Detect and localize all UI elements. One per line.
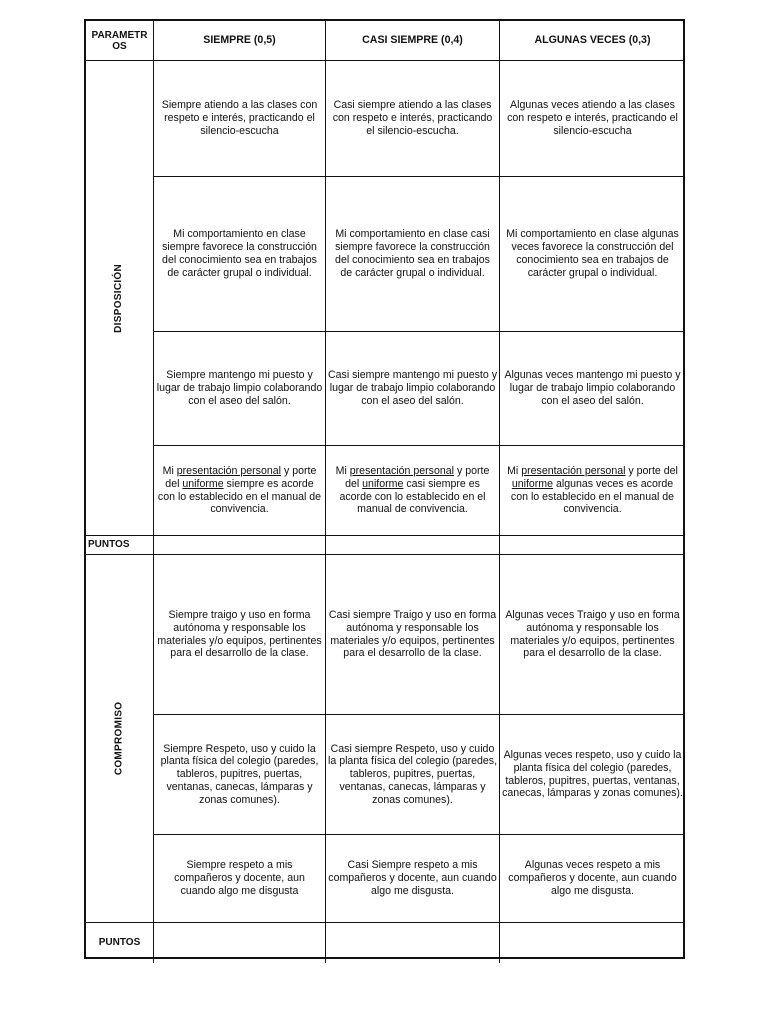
underlined-term: uniforme — [362, 477, 404, 490]
criterion-cell: Casi Siempre respeto a mis compañeros y docente, aun cuando algo me disgusta. — [326, 835, 500, 923]
puntos-cell — [500, 923, 685, 963]
criterion-cell: Algunas veces atiendo a las clases con respeto e interés, practicando el silencio-escucha — [500, 61, 685, 177]
criterion-cell: Siempre respeto a mis compañeros y docente, aun cuando algo me disgusta — [154, 835, 326, 923]
criterion-cell: Mi comportamiento en clase siempre favorece la construcción del conocimiento sea en trabajos de carácter grupal o individual. — [154, 177, 326, 332]
criterion-cell — [154, 446, 326, 536]
section-label-disposicion — [86, 61, 154, 536]
header-siempre: SIEMPRE (0,5) — [154, 21, 326, 61]
text-part: Mi — [335, 464, 350, 477]
criterion-cell — [500, 446, 685, 536]
puntos-cell — [154, 536, 326, 555]
underlined-term: uniforme — [511, 477, 554, 490]
criterion-cell: Mi comportamiento en clase casi siempre favorece la construcción del conocimiento sea en trabajos de carácter grupal o individual. — [326, 177, 500, 332]
puntos-cell — [326, 923, 500, 963]
criterion-cell: Algunas veces respeto a mis compañeros y docente, aun cuando algo me disgusta. — [500, 835, 685, 923]
criterion-cell: Siempre Respeto, uso y cuido la planta física del colegio (paredes, tableros, pupitres, puertas, ventanas, canecas, lámparas y zonas comunes). — [154, 715, 326, 835]
section-label-compromiso-text: COMPROMISO — [113, 701, 125, 776]
header-algunas-veces: ALGUNAS VECES (0,3) — [500, 21, 685, 61]
criterion-text — [156, 465, 323, 516]
puntos-cell — [500, 536, 685, 555]
text-part: Mi — [162, 464, 177, 477]
text-part: algunas veces es acorde con lo establecido en el manual de convivencia. — [510, 477, 675, 516]
criterion-text — [502, 465, 683, 516]
criterion-cell: Mi comportamiento en clase algunas veces favorece la construcción del conocimiento sea en trabajos de carácter grupal o individual. — [500, 177, 685, 332]
criterion-cell: Algunas veces mantengo mi puesto y lugar de trabajo limpio colaborando con el aseo del salón. — [500, 332, 685, 446]
header-casi-siempre: CASI SIEMPRE (0,4) — [326, 21, 500, 61]
criterion-cell: Algunas veces respeto, uso y cuido la planta física del colegio (paredes, tableros, pupitres, puertas, ventanas, canecas, lámparas y zonas comunes). — [500, 715, 685, 835]
criterion-text — [328, 465, 497, 516]
text-part: siempre es acorde con lo establecido en el manual de convivencia. — [157, 477, 322, 516]
section-label-compromiso — [86, 555, 154, 923]
criterion-cell: Casi siempre mantengo mi puesto y lugar de trabajo limpio colaborando con el aseo del salón. — [326, 332, 500, 446]
puntos-label: PUNTOS — [86, 923, 154, 963]
criterion-cell: Siempre traigo y uso en forma autónoma y responsable los materiales y/o equipos, pertinentes para el desarrollo de la clase. — [154, 555, 326, 715]
underlined-term: presentación personal — [176, 464, 282, 477]
underlined-term: uniforme — [182, 477, 224, 490]
section-label-disposicion-text: DISPOSICIÓN — [113, 263, 125, 333]
criterion-cell — [326, 446, 500, 536]
criterion-cell: Siempre atiendo a las clases con respeto e interés, practicando el silencio-escucha — [154, 61, 326, 177]
criterion-cell: Siempre mantengo mi puesto y lugar de trabajo limpio colaborando con el aseo del salón. — [154, 332, 326, 446]
text-part: y porte del — [345, 464, 490, 490]
rubric-table — [84, 19, 685, 959]
underlined-term: presentación personal — [349, 464, 455, 477]
underlined-term: presentación personal — [521, 464, 626, 477]
text-part: y porte del — [625, 464, 678, 477]
criterion-cell: Algunas veces Traigo y uso en forma autónoma y responsable los materiales y/o equipos, pertinentes para el desarrollo de la clase. — [500, 555, 685, 715]
criterion-cell: Casi siempre atiendo a las clases con respeto e interés, practicando el silencio-escucha. — [326, 61, 500, 177]
puntos-cell — [154, 923, 326, 963]
puntos-cell — [326, 536, 500, 555]
criterion-cell: Casi siempre Respeto, uso y cuido la planta física del colegio (paredes, tableros, pupitres, puertas, ventanas, canecas, lámparas y zonas comunes). — [326, 715, 500, 835]
text-part: Mi — [507, 464, 522, 477]
header-parametros: PARAMETROS — [86, 21, 154, 61]
text-part: y porte del — [165, 464, 317, 490]
criterion-cell: Casi siempre Traigo y uso en forma autónoma y responsable los materiales y/o equipos, pertinentes para el desarrollo de la clase. — [326, 555, 500, 715]
puntos-label: PUNTOS — [86, 536, 154, 555]
text-part: casi siempre es acorde con lo establecido en el manual de convivencia. — [339, 477, 486, 516]
